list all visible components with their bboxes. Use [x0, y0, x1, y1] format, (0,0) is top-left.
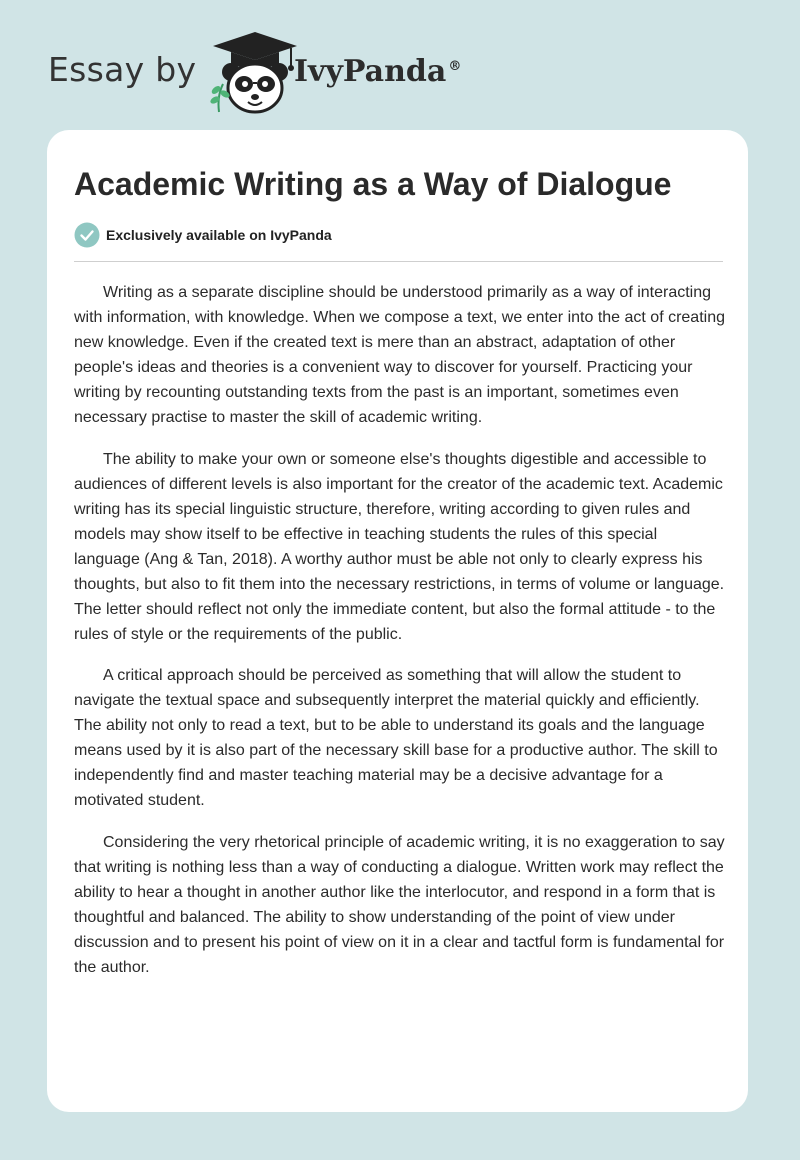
- essay-paragraph-3: A critical approach should be perceived as something that will allow the student to navigate the textual space and subsequently interpret the material quickly and efficiently. The ability not only to read a text, but to be able to understand its goals and the language means used by it is also part of the necessary skill base for a productive author. The skill to independently find and master teaching material may be a decisive advantage for a motivated student.: [74, 667, 718, 809]
- brand-prefix: Essay by: [48, 50, 197, 89]
- brand-name-text[interactable]: IvyPanda: [294, 54, 447, 89]
- site-header: [48, 30, 548, 114]
- essay-body: [74, 280, 726, 996]
- essay-paragraph-2: The ability to make your own or someone else's thoughts digestible and accessible to audiences of different levels is also important for the creator of the academic text. Academic writing has its special linguistic structure, therefore, writing according to given rules and models may show itself to be effective in teaching students the rules of this special language (Ang & Tan, 2018). A worthy author must be able not only to clearly express his thoughts, but also to fit them into the necessary restrictions, in terms of volume or language. The letter should reflect not only the immediate content, but also the formal attitude - to the rules of style or the requirements of the public.: [74, 450, 725, 643]
- exclusive-badge: [74, 222, 332, 248]
- check-circle-icon: [74, 222, 100, 248]
- registered-mark: ®: [448, 59, 462, 74]
- title-divider: [74, 261, 723, 262]
- brand-name[interactable]: [294, 54, 461, 89]
- essay-paragraph-4: Considering the very rhetorical principle of academic writing, it is no exaggeration to say that writing is nothing less than a way of conducting a dialogue. Written work may reflect the ability to hear a thought in another author like the interlocutor, and respond in a form that is thoughtful and balanced. The ability to show understanding of the point of view under discussion and to present his point of view on it in a clear and tactful form is fundamental for the author.: [74, 833, 725, 976]
- essay-title: Academic Writing as a Way of Dialogue: [74, 166, 672, 202]
- essay-paragraph-1: Writing as a separate discipline should be understood primarily as a way of interacting with information, with knowledge. When we compose a text, we enter into the act of creating new knowledge. Even if the created text is mere than an abstract, adaptation of other people's ideas and theories is a convenient way to discover for yourself. Practicing your writing by recounting outstanding texts from the past is an important, sometimes even necessary practise to master the skill of academic writing.: [74, 284, 725, 426]
- essay-card: [47, 130, 748, 1112]
- exclusive-badge-label: Exclusively available on IvyPanda: [106, 227, 332, 243]
- panda-graduate-icon[interactable]: [203, 30, 303, 114]
